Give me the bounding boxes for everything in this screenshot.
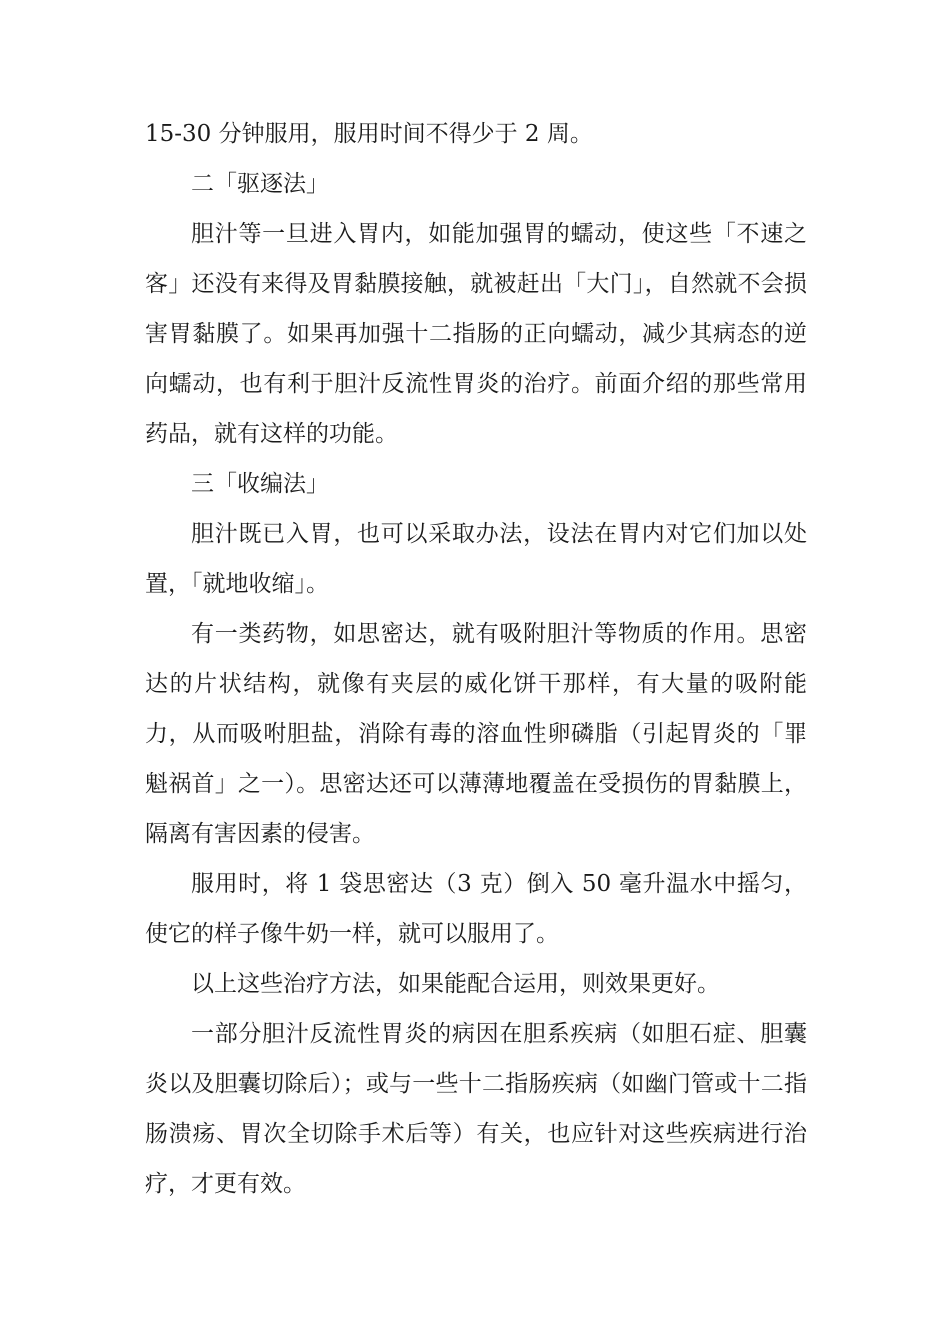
paragraph-bile-expel: 胆汁等一旦进入胃内，如能加强胃的蠕动，使这些「不速之客」还没有来得及胃黏膜接触，就被赶出「大门」，自然就不会损害胃黏膜了。如果再加强十二指肠的正向蠕动，减少其病态的逆向蠕动，也有利于胆汁反流性胃炎的治疗。前面介绍的那些常用药品，就有这样的功能。 [145,221,807,447]
paragraph-smecta: 有一类药物，如思密达，就有吸附胆汁等物质的作用。思密达的片状结构，就像有夹层的威化饼干那样，有大量的吸附能力，从而吸咐胆盐，消除有毒的溶血性卵磷脂（引起胃炎的「罪魁祸首」之一）。思密达还可以薄薄地覆盖在受损伤的胃黏膜上，隔离有害因素的侵害。 [145,621,807,847]
paragraph-causes: 一部分胆汁反流性胃炎的病因在胆系疾病（如胆石症、胆囊炎以及胆囊切除后）；或与一些十二指肠疾病（如幽门管或十二指肠溃疡、胃次全切除手术后等）有关，也应针对这些疾病进行治疗，才更有效。 [145,1021,807,1197]
paragraph-continuation: 15-30 分钟服用，服用时间不得少于 2 周。 [145,121,593,147]
document-body [145,109,807,1209]
paragraph-dosage: 服用时，将 1 袋思密达（3 克）倒入 50 毫升温水中摇匀，使它的样子像牛奶一样，就可以服用了。 [145,871,807,947]
paragraph-combined: 以上这些治疗方法，如果能配合运用，则效果更好。 [191,971,720,997]
paragraph-bile-absorb: 胆汁既已入胃，也可以采取办法，设法在胃内对它们加以处置，「就地收缩」。 [145,521,807,597]
section-heading-absorb: 三「收编法」 [191,471,329,497]
section-heading-expel: 二「驱逐法」 [191,171,329,197]
